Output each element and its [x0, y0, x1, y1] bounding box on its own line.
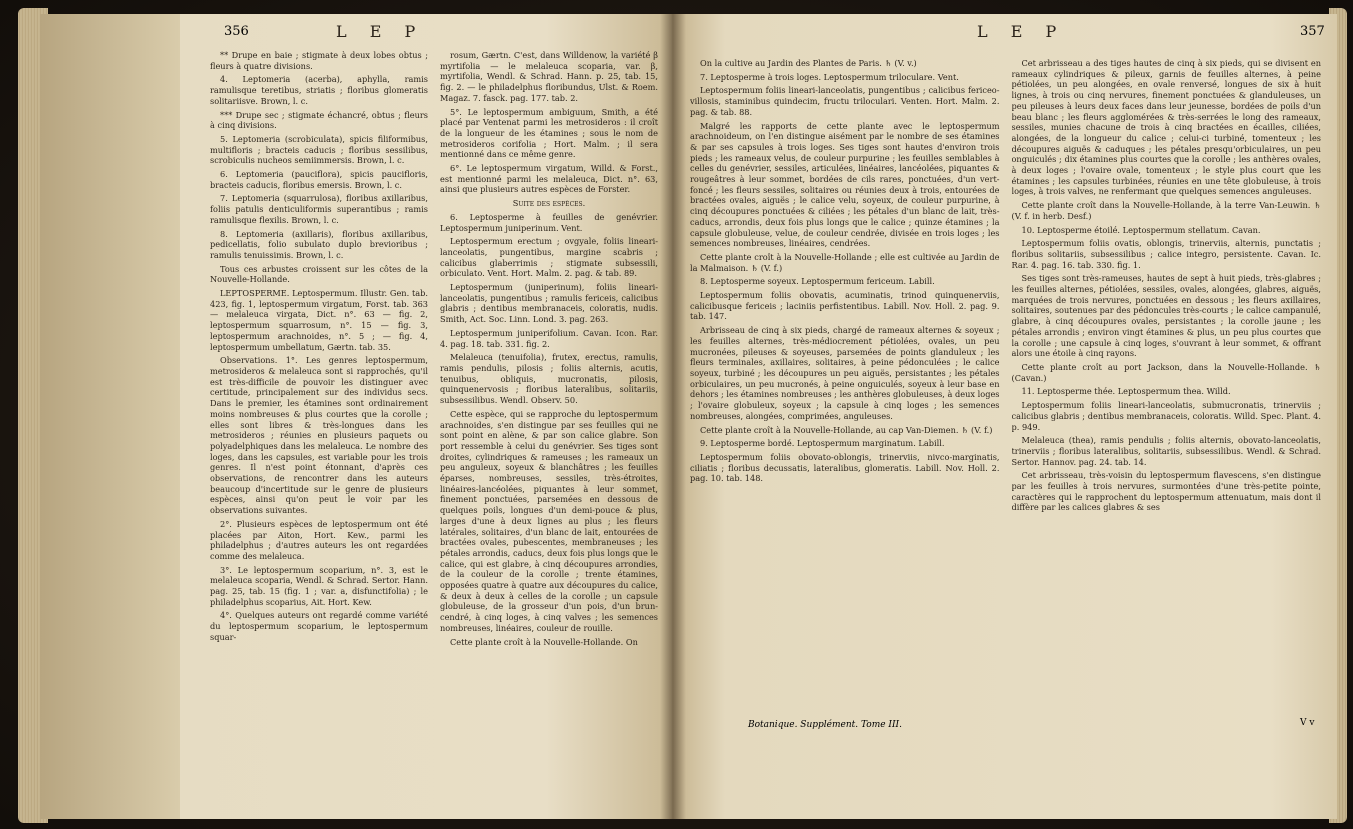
paragraph: LEPTOSPERME. Leptospermum. Illustr. Gen. tab. 423, fig. 1, leptospermum virgatum, Forst. tab. 363 — melaleuca virgata, Dict. n°. 63 — fig. 2, leptospermum squarrosum, n°. 15 — fig. 3, leptospermum arachnoides, n°. 5 ; — fig. 4, leptospermum umbellatum, Gærtn. tab. 35.	[210, 288, 428, 352]
paragraph: Leptospermum foliis lineari-lanceolatis, submucronatis, trinerviis ; calicibus glabris ; dentibus membranaceis, coloratis. Willd. Spec. Plant. 4. p. 949.	[1011, 400, 1321, 432]
paragraph: ** Drupe en baie ; stigmate à deux lobes obtus ; fleurs à quatre divisions.	[210, 50, 428, 71]
paragraph: *** Drupe sec ; stigmate échancré, obtus ; fleurs à cinq divisions.	[210, 109, 428, 131]
left-running-head: L E P	[336, 22, 425, 41]
paragraph: 6. Leptomeria (pauciflora), spicis paucifloris, bracteis caducis, floribus emersis. Brown, l. c.	[210, 169, 428, 190]
paragraph: Cette plante croît à la Nouvelle-Hollande. On	[450, 636, 638, 647]
paragraph: 6. Leptosperme à feuilles de genévrier. Leptospermum juniperinum. Vent.	[440, 211, 658, 233]
paragraph: Cette plante croît à la Nouvelle-Hollande, au cap Van-Diemen. ♄ (V. f.)	[700, 424, 993, 435]
paragraph: 8. Leptosperme soyeux. Leptospermum fericeum. Labill.	[700, 276, 935, 287]
paragraph: Suite des espèces.	[512, 198, 586, 209]
paragraph: Cet arbrisseau a des tiges hautes de cinq à six pieds, qui se divisent en rameaux cylindriques & pileux, garnis de feuilles alternes, à peine pétiolées, un peu alongées, en ovale renversé, longues de six à huit lignes, à trois ou cinq nervures, finement ponctuées & glanduleuses, un peu pileuses à leurs deux faces dans leur jeunesse, bordées de poils d'un beau blanc ; les fleurs agglomérées & très-serrées le long des rameaux, sessiles, munies chacune de trois à cinq bractées en écailles, ciliées, alongées, de la longueur du calice ; celui-ci turbiné, tomenteux ; les découpures aiguës & caduques ; les pétales presqu'orbiculaires, un peu onguiculés ; dix étamines plus courtes que la corolle ; les anthères ovales, à deux loges ; l'ovaire ovale, tomenteux ; le style plus court que les étamines ; les capsules turbinées, réunies en une tête globuleuse, à trois loges, à trois valves, ne renfermant que quelques semences anguleuses.	[1011, 58, 1321, 197]
paragraph: Cette espèce, qui se rapproche du leptospermum arachnoides, s'en distingue par ses feuilles qui ne sont point en alène, & par son calice glabre. Son port ressemble à celui du genévrier. Ses tiges sont droites, cylindriques & rameuses ; les rameaux un peu anguleux, soyeux & blanchâtres ; les feuilles éparses, nombreuses, sessiles, très-étroites, linéaires-lancéolées, piquantes à leur sommet, finement ponctuées, parsemées en dessous de quelques poils, longues d'un demi-pouce & plus, larges d'une à deux lignes au plus ; les fleurs latérales, solitaires, d'un blanc de lait, entourées de bractées ovales, pubescentes, membraneuses ; les pétales arrondis, caducs, deux fois plus longs que le calice, qui est glabre, à cinq découpures arrondies, de la couleur de la corolle ; trente étamines, opposées quatre à quatre aux découpures du calice, & deux à deux à celles de la corolle ; un capsule globuleuse, de la grosseur d'un pois, d'un brun-cendré, à cinq loges, à cinq valves ; les semences nombreuses, linéaires, couleur de rouille.	[440, 408, 658, 633]
paragraph: Leptospermum erectum ; ovgyale, foliis lineari-lanceolatis, pungentibus, margine scabris ; calicibus glaberrimis ; stigmate subsessili, orbiculato. Vent. Hort. Malm. 2. pag. & tab. 89.	[440, 236, 658, 279]
right-page-columns	[690, 58, 1321, 798]
paragraph: Observations. 1°. Les genres leptospermum, metrosideros & melaleuca sont si rapprochés, qu'il est très-difficile de pouvoir les distinguer avec certitude, principalement sur des individus secs. Dans le premier, les étamines sont ordinairement moins nombreuses & plus courtes que la corolle ; elles sont libres & très-longues dans les metrosideros ; réunies en plusieurs paquets ou polyadelphiques dans les melaleuca. Le nombre des loges, dans les capsules, est variable pour les trois genres. Il n'est point étonnant, d'après ces observations, de rencontrer dans les auteurs beaucoup d'incertitude sur le genre de plusieurs espèces, ainsi qu'on peut le voir par les observations suivantes.	[210, 355, 428, 516]
page-footer: Botanique. Supplément. Tome III.	[748, 720, 902, 730]
left-margin-shadow	[40, 14, 180, 819]
left-column-2	[440, 50, 658, 790]
paragraph: 9. Leptosperme bordé. Leptospermum marginatum. Labill.	[700, 438, 945, 449]
paragraph: 5. Leptomeria (scrobiculata), spicis filiformibus, multifloris ; bracteis caducis ; floribus sessilibus, scrobiculis nucheos semiimmersis. Brown, l. c.	[210, 133, 428, 166]
paragraph: 7. Leptosperme à trois loges. Leptospermum triloculare. Vent.	[700, 71, 959, 82]
paragraph: 4. Leptomeria (acerba), aphylla, ramis ramulisque teretibus, striatis ; floribus glomeratis solitariisve. Brown, l. c.	[210, 74, 428, 106]
paragraph: 3°. Le leptospermum scoparium, n°. 3, est le melaleuca scoparia, Wendl. & Schrad. Sertor. Hann. pag. 25, tab. 15 (fig. 1 ; var. a, disfunctifolia) ; le philadelphus scoparius, Ait. Hort. Kew.	[210, 564, 428, 607]
paragraph: 8. Leptomeria (axillaris), floribus axillaribus, pedicellatis, folio subulato duplo brevioribus ; ramulis tenuissimis. Brown, l. c.	[210, 228, 428, 260]
paragraph: Cette plante croît au port Jackson, dans la Nouvelle-Hollande. ♄ (Cavan.)	[1011, 361, 1321, 383]
paragraph: Leptospermum foliis ovatis, oblongis, trinerviis, alternis, punctatis ; floribus solitariis, subsessilibus ; calice integro, persistente. Cavan. Ic. Rar. 4. pag. 16. tab. 330. fig. 1.	[1011, 238, 1321, 270]
paragraph: Melaleuca (thea), ramis pendulis ; foliis alternis, obovato-lanceolatis, trinerviis ; floribus lateralibus, solitariis, subsessilibus. Wendl. & Schrad. Sertor. Hannov. pag. 24. tab. 14.	[1011, 435, 1321, 467]
paragraph: Tous ces arbustes croissent sur les côtes de la Nouvelle-Hollande.	[210, 263, 428, 285]
paragraph: rosum, Gærtn. C'est, dans Willdenow, la variété β myrtifolia — le melaleuca scoparia, var. β, myrtifolia, Wendl. & Schrad. Hann. p. 25, tab. 15, fig. 2. — le philadelphus floribundus, Ulst. & Roem. Magaz. 7. fasck. pag. 177. tab. 2.	[440, 50, 658, 103]
paragraph: Cet arbrisseau, très-voisin du leptospermum flavescens, s'en distingue par les feuilles à trois nervures, surmontées d'une très-petite pointe, caractères qui le rapprochent du leptospermum attenuatum, mais dont il diffère par les calices glabres & ses	[1011, 470, 1321, 513]
paragraph: 2°. Plusieurs espèces de leptospermum ont été placées par Aiton, Hort. Kew., parmi les philadelphus ; d'autres auteurs les ont regardées comme des melaleuca.	[210, 518, 428, 561]
book-gutter	[660, 14, 686, 819]
paragraph: Leptospermum (juniperinum), foliis lineari-lanceolatis, pungentibus ; ramulis fericeis, calicibus glabris ; dentibus membranaceis, coloratis, nudis. Smith, Act. Soc. Linn. Lond. 3. pag. 263.	[440, 282, 658, 325]
paragraph: On la cultive au Jardin des Plantes de Paris. ♄ (V. v.)	[700, 58, 917, 68]
paragraph: 5°. Le leptospermum ambiguum, Smith, a été placé par Ventenat parmi les metrosideros : il croît de la longueur de les étamines ; sous le nom de metrosideros corifolia ; Hort. Malm. ; il sera mentionné dans ce même genre.	[440, 106, 658, 160]
paragraph: Leptospermum foliis lineari-lanceolatis, pungentibus ; calicibus fericeo-villosis, staminibus quindecim, fructu triloculari. Venten. Hort. Malm. 2. pag. & tab. 88.	[690, 85, 1000, 117]
paragraph: 11. Leptosperme thée. Leptospermum thea. Willd.	[1021, 386, 1231, 397]
signature-mark: V v	[1300, 718, 1315, 728]
paragraph: Leptospermum juniperifolium. Cavan. Icon. Rar. 4. pag. 18. tab. 331. fig. 2.	[440, 327, 658, 349]
right-page	[672, 14, 1337, 819]
paragraph: Cette plante croît dans la Nouvelle-Hollande, à la terre Van-Leuwin. ♄ (V. f. in herb. Desf.)	[1011, 200, 1321, 221]
paragraph: 6°. Le leptospermum virgatum, Willd. & Forst., est mentionné parmi les melaleuca, Dict. n°. 63, ainsi que plusieurs autres espèces de Forster.	[440, 163, 658, 195]
paragraph: 10. Leptosperme étoilé. Leptospermum stellatum. Cavan.	[1021, 224, 1261, 235]
paragraph: Melaleuca (tenuifolia), frutex, erectus, ramulis, ramis pendulis, pilosis ; foliis alternis, acutis, tenuibus, obliquis, mucronatis, pilosis, quinquenervosis ; floribus lateralibus, solitariis, subsessilibus. Wendl. Observ. 50.	[440, 352, 658, 406]
paragraph: Ses tiges sont très-rameuses, hautes de sept à huit pieds, très-glabres ; les feuilles alternes, pétiolées, sessiles, ovales, alongées, glabres, aiguës, marquées de trois nervures, ponctuées en dessous ; les fleurs axillaires, solitaires, soutenues par des pédoncules très-courts ; le calice campanulé, glabre, à cinq découpures ovales, persistantes ; la corolle jaune ; les pétales arrondis ; environ vingt étamines & plus, un peu plus courtes que la corolle ; une capsule à cinq loges, s'ouvrant à leur sommet, & offrant alors une étoile à cinq rayons.	[1011, 273, 1321, 359]
right-page-number: 357	[1300, 24, 1325, 39]
paragraph: Cette plante croît à la Nouvelle-Hollande ; elle est cultivée au Jardin de la Malmaison. ♄ (V. f.)	[690, 251, 1000, 273]
right-column-1	[690, 58, 1000, 798]
paragraph: Leptospermum foliis obovatis, acuminatis, trinod quinquenerviis, calicibusque fericeis ; laciniis perfistentibus. Labill. Nov. Holl. 2. pag. 9. tab. 147.	[690, 290, 1000, 322]
right-running-head: L E P	[977, 22, 1066, 41]
paragraph: Leptospermum foliis obovato-oblongis, trinerviis, nivco-marginatis, ciliatis ; floribus decussatis, lateralibus, glomeratis. Labill. Nov. Holl. 2. pag. 10. tab. 148.	[690, 451, 1000, 484]
paragraph: Malgré les rapports de cette plante avec le leptospermum arachnoideum, on l'en distingue aisément par le nombre de ses étamines & par ses capsules à trois loges. Ses tiges sont hautes d'environ trois pieds ; les rameaux velus, de couleur purpurine ; les feuilles semblables à celles du genévrier, sessiles, articulées, linéaires, lancéolées, piquantes & rougeâtres à leur sommet, bordées de cils rares, ponctuées, d'un vert-foncé ; les fleurs sessiles, solitaires ou réunies deux à trois, entourées de bractées ovales, aiguës ; le calice velu, soyeux, de couleur purpurine, à cinq découpures ponctuées & ciliées ; les pétales d'un blanc de lait, très-caducs, arrondis, deux fois plus longs que le calice ; quinze étamines ; la capsule globuleuse, velue, de couleur cendrée, divisée en trois loges ; les semences nombreuses, linéaires, cendrées.	[690, 120, 1000, 249]
paragraph: 7. Leptomeria (squarrulosa), floribus axillaribus, foliis patulis denticuliformis superantibus ; ramis ramulisque flexilis. Brown, l. c.	[210, 193, 428, 225]
paragraph: 4°. Quelques auteurs ont regardé comme variété du leptospermum scoparium, le leptospermum squar-	[210, 610, 428, 642]
paragraph: Arbrisseau de cinq à six pieds, chargé de rameaux alternes & soyeux ; les feuilles alternes, très-médiocrement pétiolées, ovales, un peu mucronées, pileuses & soyeuses, parsemées de points glanduleux ; les fleurs terminales, axillaires, solitaires, à peine pédonculées ; le calice soyeux, turbiné ; les découpures un peu aiguës, persistantes ; les pétales orbiculaires, un peu mucronés, à peine onguiculés, soyeux à leur base en dehors ; les étamines nombreuses ; les anthères globuleuses, à deux loges ; l'ovaire globuleux, soyeux ; la capsule à cinq loges ; les semences nombreuses, alongées, comprimées, anguleuses.	[690, 325, 1000, 421]
left-page-number: 356	[224, 24, 249, 39]
left-page-columns	[210, 50, 658, 790]
right-column-2	[1012, 58, 1322, 798]
left-column-1	[210, 50, 428, 790]
